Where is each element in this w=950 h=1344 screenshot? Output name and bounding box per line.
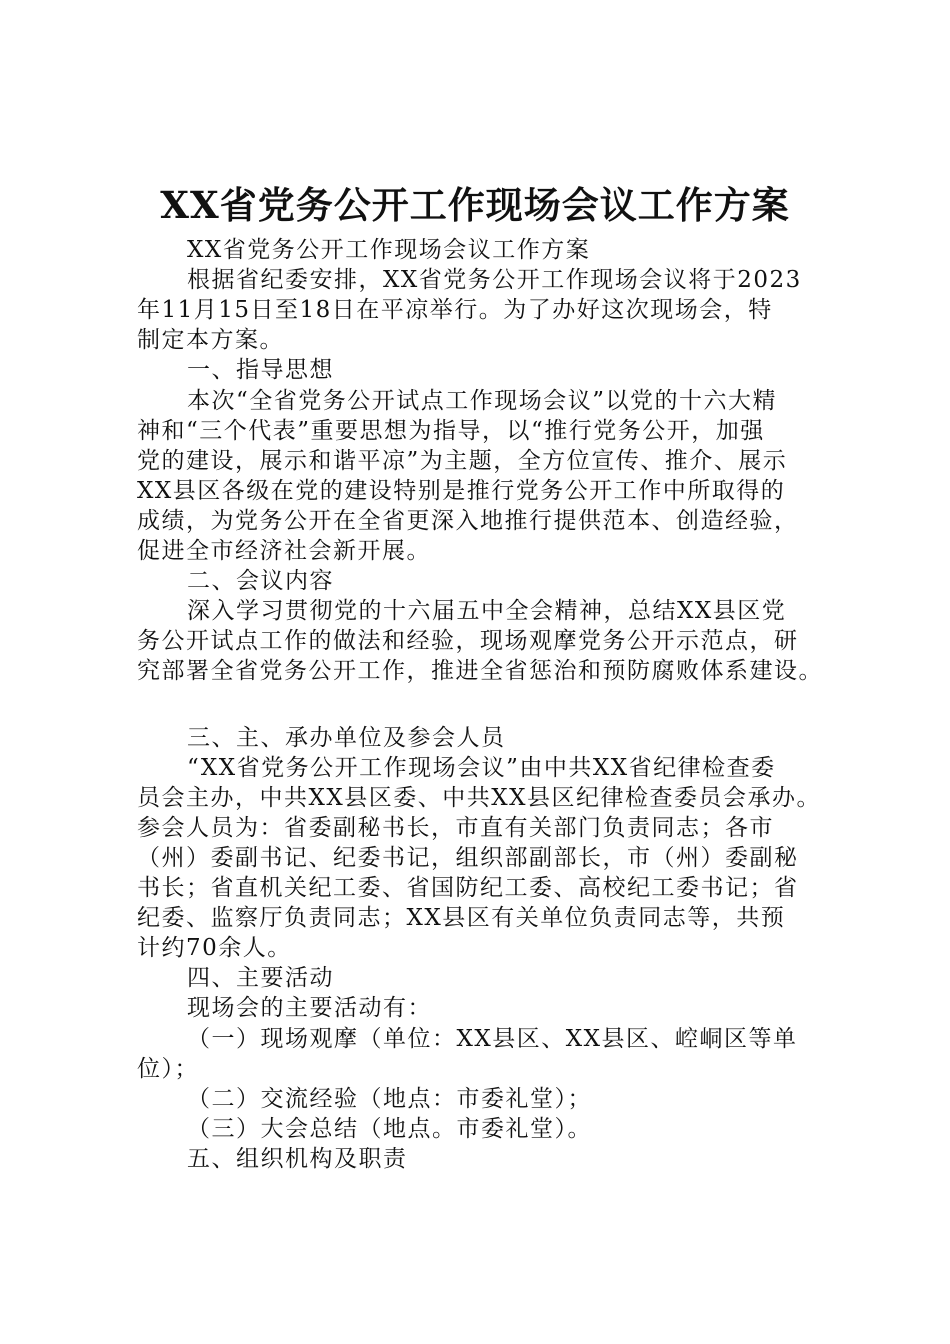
paragraph-line: 促进全市经济社会新开展。	[137, 538, 431, 564]
paragraph-line: 五、组织机构及职责	[187, 1146, 408, 1172]
paragraph-line: “XX省党务公开工作现场会议”由中共XX省纪律检查委	[187, 755, 776, 781]
paragraph-line: 位）；	[137, 1056, 199, 1082]
paragraph-line: 书长；省直机关纪工委、省国防纪工委、高校纪工委书记；省	[137, 875, 799, 901]
paragraph-line: 本次“全省党务公开试点工作现场会议”以党的十六大精	[187, 388, 778, 414]
paragraph-line: 深入学习贯彻党的十六届五中全会精神，总结XX县区党	[187, 598, 787, 624]
paragraph-line: 务公开试点工作的做法和经验，现场观摩党务公开示范点，研	[137, 628, 799, 654]
paragraph-line: 成绩，为党务公开在全省更深入地推行提供范本、创造经验，	[137, 508, 799, 534]
document-title: XX省党务公开工作现场会议工作方案	[160, 183, 790, 227]
paragraph-line: 三、主、承办单位及参会人员	[187, 725, 506, 751]
paragraph-line: 四、主要活动	[187, 965, 334, 991]
paragraph-line: 二、会议内容	[187, 568, 334, 594]
paragraph-line: 神和“三个代表”重要思想为指导，以“推行党务公开，加强	[137, 418, 765, 444]
paragraph-line: 年11月15日至18日在平凉举行。为了办好这次现场会，特	[137, 297, 773, 323]
paragraph-line: 纪委、监察厅负责同志；XX县区有关单位负责同志等，共预	[137, 905, 786, 931]
paragraph-line: （二）交流经验（地点：市委礼堂）；	[187, 1086, 592, 1112]
paragraph-line: （三）大会总结（地点。市委礼堂）。	[187, 1116, 592, 1142]
paragraph-line: （州）委副书记、纪委书记，组织部副部长，市（州）委副秘	[137, 845, 799, 871]
paragraph-line: 参会人员为：省委副秘书长，市直有关部门负责同志；各市	[137, 815, 774, 841]
paragraph-line: XX县区各级在党的建设特别是推行党务公开工作中所取得的	[137, 478, 786, 504]
paragraph-line: 究部署全省党务公开工作，推进全省惩治和预防腐败体系建设。	[137, 658, 823, 684]
paragraph-line: 现场会的主要活动有：	[187, 995, 432, 1021]
paragraph-line: 员会主办，中共XX县区委、中共XX县区纪律检查委员会承办。	[137, 785, 821, 811]
paragraph-line: XX省党务公开工作现场会议工作方案	[187, 237, 591, 263]
paragraph-line: 根据省纪委安排，XX省党务公开工作现场会议将于2023	[187, 267, 802, 293]
paragraph-line: 党的建设，展示和谐平凉”为主题，全方位宣传、推介、展示	[137, 448, 788, 474]
paragraph-line: 一、指导思想	[187, 357, 334, 383]
paragraph-line: 计约70余人。	[137, 935, 292, 961]
paragraph-line: 制定本方案。	[137, 327, 284, 353]
paragraph-line: （一）现场观摩（单位：XX县区、XX县区、崆峒区等单	[187, 1026, 798, 1052]
